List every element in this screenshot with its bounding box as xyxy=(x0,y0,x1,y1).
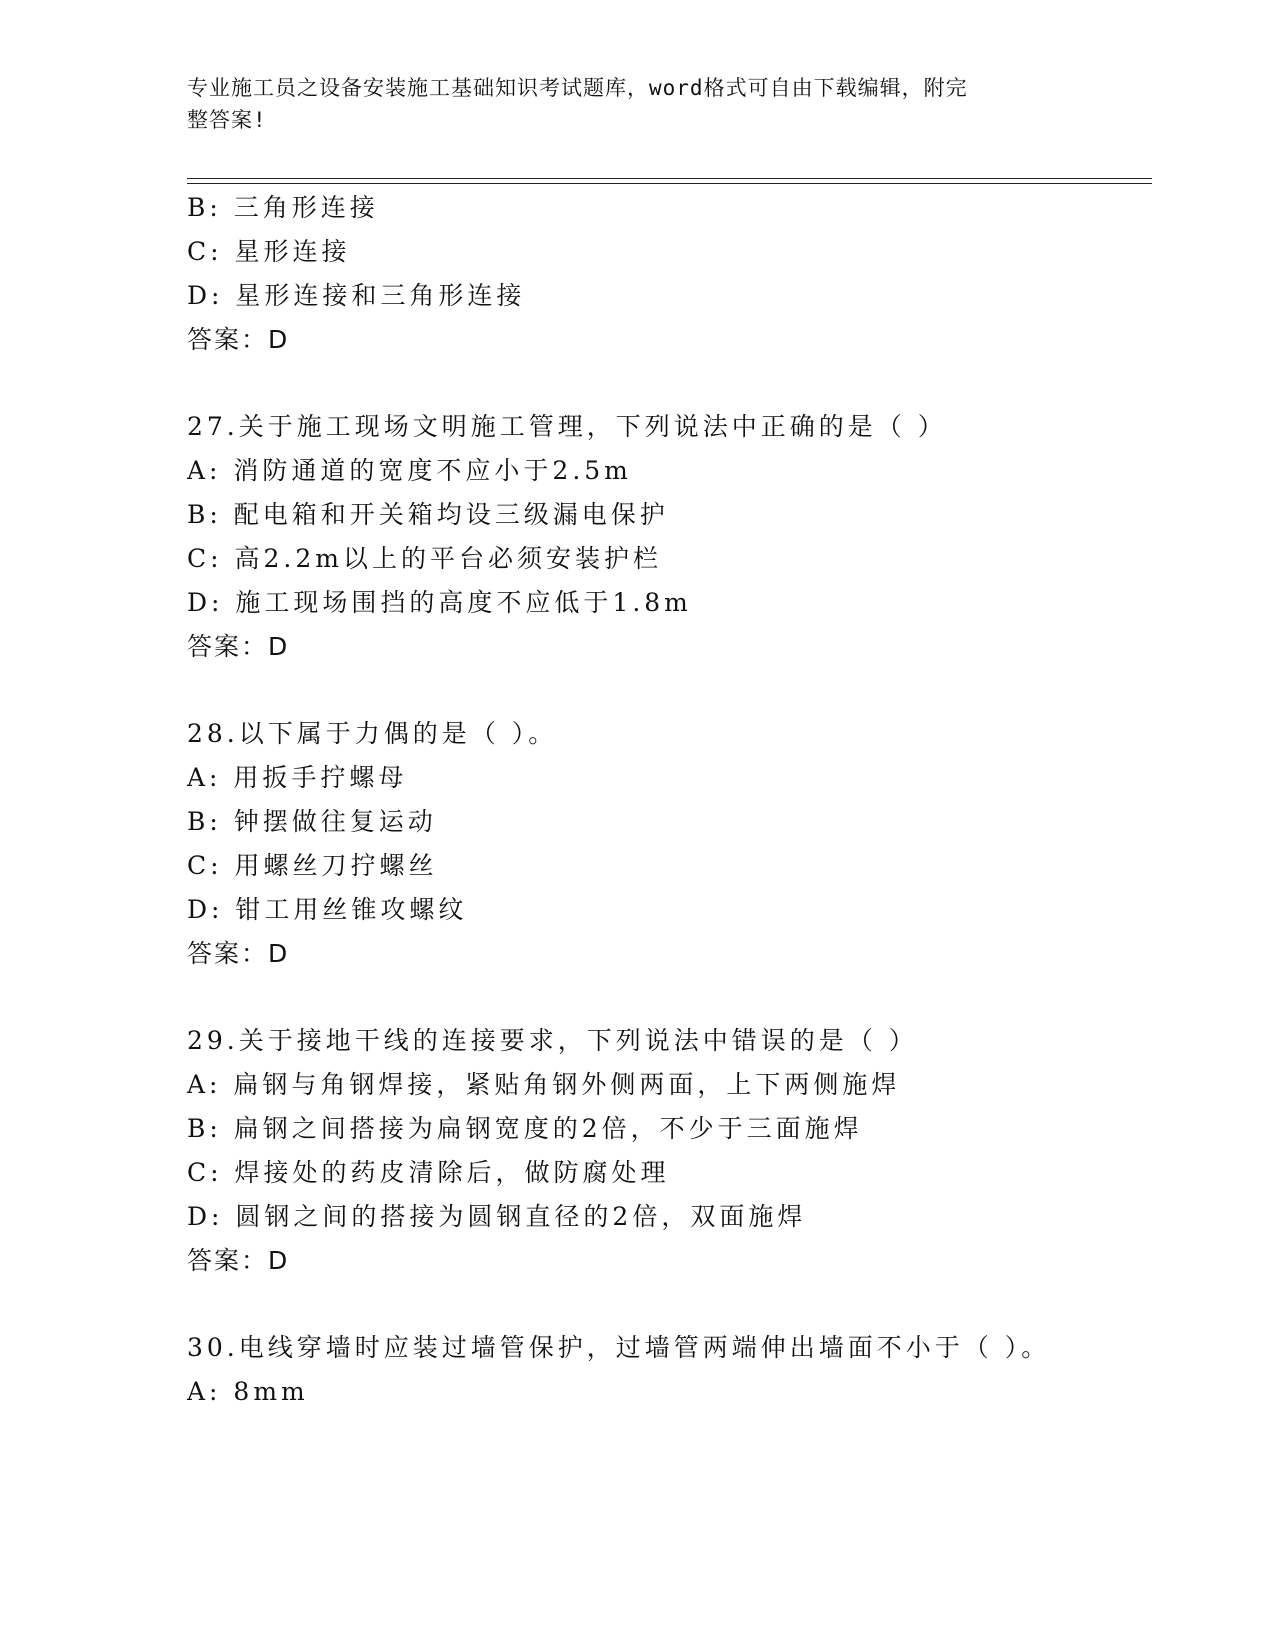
header-divider-top xyxy=(187,178,1152,179)
q29-option-b: B: 扁钢之间搭接为扁钢宽度的2倍，不少于三面施焊 xyxy=(187,1114,863,1143)
q29-answer: 答案：D xyxy=(187,1246,290,1275)
q27-option-c: C: 高2.2m以上的平台必须安装护栏 xyxy=(187,544,662,573)
q30-option-a: A: 8mm xyxy=(187,1377,309,1406)
q26-answer: 答案：D xyxy=(187,325,290,354)
q28-answer: 答案：D xyxy=(187,939,290,968)
q28-option-c: C: 用螺丝刀拧螺丝 xyxy=(187,851,438,880)
q29-question: 29.关于接地干线的连接要求，下列说法中错误的是（ ） xyxy=(187,1026,918,1055)
q26-option-d: D: 星形连接和三角形连接 xyxy=(187,281,526,310)
q28-question: 28.以下属于力偶的是（ ）。 xyxy=(187,719,558,748)
q27-option-a: A: 消防通道的宽度不应小于2.5m xyxy=(187,456,632,485)
q28-option-d: D: 钳工用丝锥攻螺纹 xyxy=(187,895,468,924)
header-divider-bottom xyxy=(187,183,1152,184)
header-title-line2: 整答案! xyxy=(187,108,267,132)
q27-question: 27.关于施工现场文明施工管理，下列说法中正确的是（ ） xyxy=(187,412,947,441)
q30-question: 30.电线穿墙时应装过墙管保护，过墙管两端伸出墙面不小于（ ）。 xyxy=(187,1333,1051,1362)
q27-option-b: B: 配电箱和开关箱均设三级漏电保护 xyxy=(187,500,669,529)
q27-answer: 答案：D xyxy=(187,632,290,661)
q26-option-c: C: 星形连接 xyxy=(187,237,351,266)
q28-option-a: A: 用扳手拧螺母 xyxy=(187,763,408,792)
q28-option-b: B: 钟摆做往复运动 xyxy=(187,807,437,836)
q27-option-d: D: 施工现场围挡的高度不应低于1.8m xyxy=(187,588,692,617)
q29-option-d: D: 圆钢之间的搭接为圆钢直径的2倍，双面施焊 xyxy=(187,1202,807,1231)
q29-option-a: A: 扁钢与角钢焊接，紧贴角钢外侧两面，上下两侧施焊 xyxy=(187,1070,901,1099)
q29-option-c: C: 焊接处的药皮清除后，做防腐处理 xyxy=(187,1158,670,1187)
q26-option-b: B: 三角形连接 xyxy=(187,193,379,222)
document-header xyxy=(187,72,1067,136)
header-title-line1: 专业施工员之设备安装施工基础知识考试题库，word格式可自由下载编辑，附完 xyxy=(187,76,968,100)
